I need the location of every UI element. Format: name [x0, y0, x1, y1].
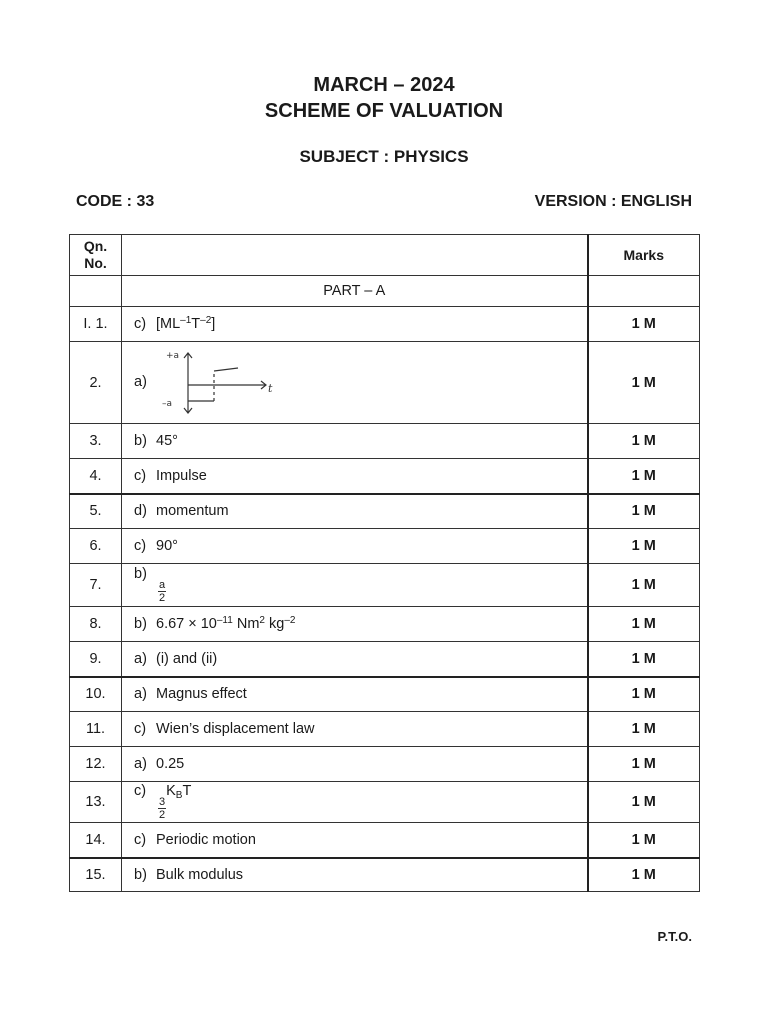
answer-cell — [122, 564, 588, 607]
header-qn-line1: Qn. — [83, 238, 108, 254]
table-row — [70, 823, 700, 858]
answer-cell — [122, 529, 588, 564]
table-row — [70, 642, 700, 677]
answer-text: kg — [264, 616, 285, 632]
qn-number: 6. — [70, 529, 122, 564]
answer-table — [69, 234, 700, 892]
option-letter: b) — [134, 616, 147, 632]
table-row — [70, 782, 700, 823]
paper-code: CODE : 33 — [76, 193, 155, 210]
fraction-denominator: 2 — [159, 809, 166, 821]
table-row — [70, 424, 700, 459]
answer-cell — [122, 747, 588, 782]
fraction-numerator: 3 — [159, 796, 166, 808]
marks-cell: 1 M — [588, 747, 700, 782]
answer-text: 6.67 × 10 — [156, 616, 217, 632]
title-scheme: SCHEME OF VALUATION — [264, 100, 504, 122]
option-letter: a) — [134, 374, 147, 391]
qn-number: 7. — [70, 564, 122, 607]
answer-text: 0.25 — [156, 756, 185, 772]
answer-sup: 2 — [259, 615, 265, 626]
answer-text: K — [166, 783, 176, 799]
option-letter: a) — [134, 650, 147, 667]
paper-version: VERSION : ENGLISH — [534, 193, 692, 210]
marks-cell: 1 M — [588, 529, 700, 564]
qn-number: 15. — [70, 858, 122, 892]
header-qn-line2: No. — [84, 255, 107, 271]
answer-text: momentum — [156, 503, 229, 520]
qn-number: 14. — [70, 823, 122, 858]
answer-sup: –2 — [200, 315, 212, 326]
answer-text: (i) and (ii) — [156, 650, 218, 667]
option-letter: c) — [134, 831, 147, 848]
qn-number: 8. — [70, 607, 122, 642]
qn-number: 4. — [70, 459, 122, 494]
marks-cell: 1 M — [588, 607, 700, 642]
option-letter: c) — [134, 721, 147, 737]
fraction — [158, 796, 166, 821]
qn-number: I. 1. — [70, 307, 122, 342]
answer-text: T — [191, 316, 201, 332]
answer-text: Nm — [232, 616, 260, 632]
answer-cell — [122, 459, 588, 494]
marks-cell: 1 M — [588, 642, 700, 677]
fraction — [158, 579, 166, 604]
table-row — [70, 459, 700, 494]
answer-text: Impulse — [156, 467, 207, 484]
graph-label-minus-a: –a — [162, 398, 173, 409]
answer-text: Bulk modulus — [156, 866, 244, 883]
option-letter: a) — [134, 756, 147, 772]
marks-cell: 1 M — [588, 677, 700, 712]
qn-number: 12. — [70, 747, 122, 782]
marks-cell: 1 M — [588, 858, 700, 892]
table-row — [70, 677, 700, 712]
option-letter: b) — [134, 433, 147, 449]
table-row — [70, 564, 700, 607]
answer-text: T — [182, 783, 192, 799]
qn-number: 13. — [70, 782, 122, 823]
marks-cell: 1 M — [588, 712, 700, 747]
graph-label-t: t — [268, 381, 273, 395]
table-row — [70, 747, 700, 782]
fraction-denominator: 2 — [159, 592, 166, 604]
answer-cell — [122, 307, 588, 342]
table-row — [70, 342, 700, 424]
header-marks: Marks — [588, 235, 700, 276]
option-letter: c) — [134, 316, 147, 332]
option-letter: c) — [134, 538, 147, 554]
option-letter: a) — [134, 686, 147, 703]
answer-sup: –1 — [180, 315, 192, 326]
qn-number: 11. — [70, 712, 122, 747]
answer-text: [ML — [156, 316, 181, 332]
marks-cell: 1 M — [588, 307, 700, 342]
answer-sup: –11 — [216, 615, 233, 626]
table-header-row — [70, 235, 700, 276]
header-qn-no — [70, 235, 122, 276]
header-answer — [122, 235, 588, 276]
marks-cell: 1 M — [588, 424, 700, 459]
marks-cell: 1 M — [588, 564, 700, 607]
part-label: PART – A — [122, 276, 588, 307]
qn-number: 5. — [70, 494, 122, 529]
answer-cell — [122, 782, 588, 823]
answer-text: ] — [211, 316, 216, 332]
table-row — [70, 494, 700, 529]
marks-cell: 1 M — [588, 459, 700, 494]
answer-cell — [122, 642, 588, 677]
option-letter: c) — [134, 467, 147, 484]
page-turn-note: P.T.O. — [657, 929, 692, 944]
qn-number: 9. — [70, 642, 122, 677]
option-letter: b) — [134, 566, 147, 582]
marks-cell: 1 M — [588, 823, 700, 858]
table-row — [70, 712, 700, 747]
answer-cell — [122, 342, 588, 424]
acceleration-time-graph — [160, 349, 280, 417]
option-letter: c) — [134, 783, 147, 799]
marks-cell: 1 M — [588, 494, 700, 529]
answer-cell — [122, 712, 588, 747]
qn-number: 10. — [70, 677, 122, 712]
part-row — [70, 276, 700, 307]
graph-label-plus-a: +a — [166, 350, 180, 361]
answer-cell — [122, 607, 588, 642]
marks-cell: 1 M — [588, 782, 700, 823]
answer-text: Magnus effect — [156, 686, 247, 703]
answer-sup: –2 — [284, 615, 296, 626]
table-row — [70, 307, 700, 342]
answer-sub: B — [175, 790, 183, 801]
answer-cell — [122, 823, 588, 858]
marks-cell: 1 M — [588, 342, 700, 424]
answer-text: Periodic motion — [156, 831, 256, 848]
answer-cell — [122, 494, 588, 529]
title-date: MARCH – 2024 — [313, 74, 455, 96]
answer-cell — [122, 677, 588, 712]
table-row — [70, 607, 700, 642]
option-letter: d) — [134, 503, 147, 520]
option-letter: b) — [134, 866, 147, 883]
table-row — [70, 858, 700, 892]
answer-cell — [122, 858, 588, 892]
answer-text: 90° — [156, 538, 178, 554]
answer-text: Wien’s displacement law — [156, 721, 315, 737]
qn-number: 2. — [70, 342, 122, 424]
table-row — [70, 529, 700, 564]
subject-title: SUBJECT : PHYSICS — [299, 147, 469, 166]
qn-number: 3. — [70, 424, 122, 459]
fraction-numerator: a — [159, 579, 166, 591]
answer-text: 45° — [156, 433, 178, 449]
answer-cell — [122, 424, 588, 459]
